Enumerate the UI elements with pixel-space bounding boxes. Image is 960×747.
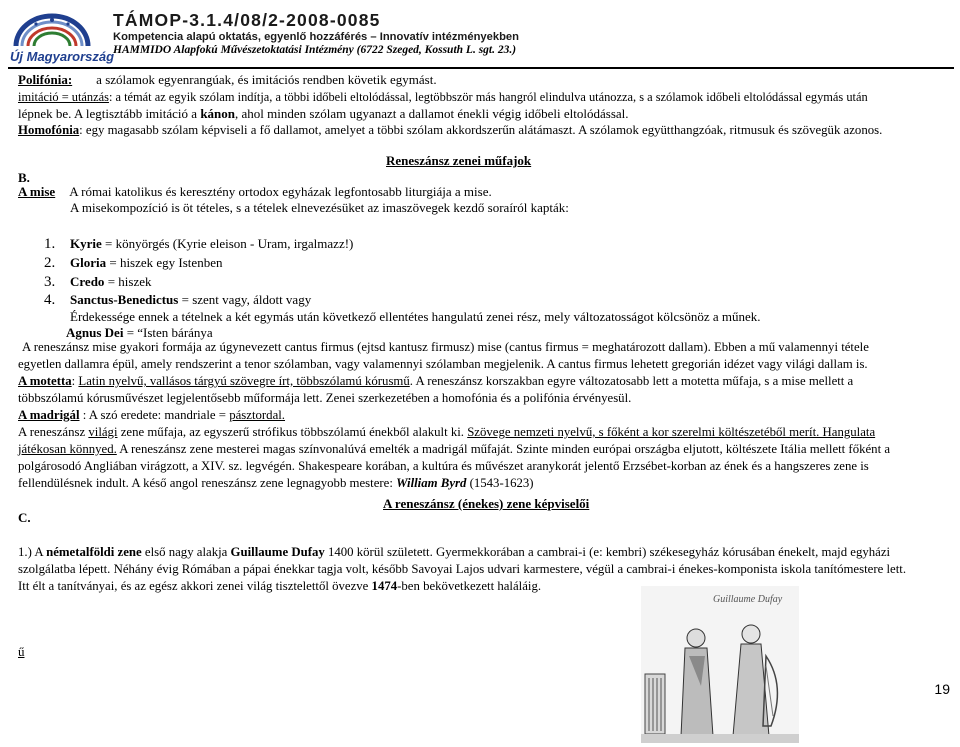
stray-character: ű (18, 644, 25, 659)
kanon-term: kánon (200, 106, 236, 121)
list-item: 4. Sanctus-Benedictus = szent vagy, áldott vagy (44, 292, 312, 308)
project-subtitle: Kompetencia alapú oktatás, egyenlő hozzáférés – Innovatív intézményekben (113, 31, 519, 43)
imitacio-cont-line (18, 106, 629, 122)
dufay-paragraph: 1.) A németalföldi zene első nagy alakja Guillaume Dufay 1400 körül született. Gyermekkorában a cambrai-i (e: kembri) székesegyház kórusában énekelt, majd egyházi szolgálatba lépett. Néhány évig Rómában a pápai énekkar tagja volt, később Savoyai Lajos udvari karmestere, végül a cambrai-i énekes-komponista iskola tanítómestere lett. Itt élt a tanítványai, és az egész akkori zenei világ tisztelettől övezve 1474-ben bekövetkezett haláláig. (18, 545, 907, 593)
agnus-name: Agnus Dei (66, 325, 124, 340)
madrigal-paragraph: A madrigál : A szó eredete: mandriale = pásztordal. A reneszánsz világi zene műfaja, az egyszerű strófikus többszólamú énekből alakult ki. Szövege nemzeti nyelvű, s főként a kor szerelmi költészetéből merít. Hangulata játékosan könnyed. A reneszánsz zene mesterei magas színvonalúvá emelték a madrigál műfaját. Szinte minden európai országba eljutott, költészete Itália mellett főként a polgárosodó Angliában virágzott, a XIV. sz. legvégén. Shakespeare korában, a kultúra és művészet aranykorát jelentő Erzsébet-korban az ének és a hangszeres zene is fellendülésnek indult. A késő angol reneszánsz zene legnagyobb mestere: William Byrd (1543-1623) (18, 408, 891, 490)
imitacio-text: : a témát az egyik szólam indítja, a többi időbeli eltolódással, legtöbbször más hangról elindulva utánozza, s a szólamok időbeli eltolódással egymás után (108, 90, 868, 104)
agnus-desc: = “Isten báránya (123, 325, 213, 340)
list-item: 2. Gloria = hiszek egy Istenben (44, 255, 223, 271)
project-title: TÁMOP-3.1.4/08/2-2008-0085 (113, 10, 381, 30)
section-b-letter: B. (18, 170, 30, 185)
section-c-heading: A reneszánsz (énekes) zene képviselői (383, 496, 590, 511)
logo-text: Új Magyarország (10, 49, 115, 64)
imitacio-line (18, 89, 868, 105)
page-number: 19 (934, 681, 950, 697)
motetta-label: A motetta (18, 374, 72, 388)
homofonia-line (18, 122, 882, 138)
polifonia-text: a szólamok egyenrangúak, és imitációs rendben követik egymást. (96, 72, 437, 87)
header-divider (8, 67, 954, 69)
cantus-firmus-paragraph: A reneszánsz mise gyakori formája az úgynevezett cantus firmus (ejtsd kantusz firmusz) mise (cantus firmus = meghatározott dallam). Ebben a mű valamennyi tétele egyetlen dallamra épül, amely rendszerint a tenor szólamban, vagy valamennyi szólamban megjelenik. A cantus firmus lehetett gregorián idézet vagy világi dallam is. (18, 340, 869, 371)
mise-line-2: A misekompozíció is öt tételes, s a tételek elnevezésüket az imaszövegek kezdő soraíról kapták: (70, 200, 569, 215)
homofonia-label: Homofónia (18, 123, 80, 137)
institution-name: HAMMIDO Alapfokú Művészetoktatási Intézmény (6722 Szeged, Kossuth L. sgt. 23.) (113, 44, 517, 56)
sanctus-note: Érdekessége ennek a tételnek a két egymás után következő ellentétes hangulatú zenei rész, mely változatosságot kölcsönöz a műnek. (70, 309, 761, 324)
illustration-caption: Guillaume Dufay (713, 594, 783, 605)
guillaume-dufay: Guillaume Dufay (230, 545, 325, 559)
mise-line-1 (18, 184, 492, 200)
motetta-paragraph: A motetta: Latin nyelvű, vallásos tárgyú szövegre írt, többszólamú kórusmű. A reneszánsz korszakban egyre változatosabb lett a motetta műfaja, s a mise mellett a többszólamú kórusművészet legjelentősebb műformája lett. Zenei szerkezetében a homofónia és a polifónia érvényesül. (18, 374, 854, 405)
polifonia-label: Polifónia: (18, 72, 73, 87)
section-c-letter: C. (18, 510, 31, 525)
imitacio-cont-1: lépnek be. A legtisztább imitáció a (18, 106, 201, 121)
imitacio-label: imitáció = utánzás (18, 90, 109, 104)
section-b-heading: Reneszánsz zenei műfajok (386, 153, 532, 168)
motetta-definition: Latin nyelvű, vallásos tárgyú szövegre írt, többszólamú kórusmű (78, 374, 410, 388)
homofonia-text: : egy magasabb szólam képviseli a fő dallamot, amelyet a többi szólam akkordszerűn alátámaszt. A szólamok együtthangzóak, ritmusuk és szövegük azonos. (79, 123, 883, 137)
list-item: 1. Kyrie = könyörgés (Kyrie eleison - Uram, irgalmazz!) (44, 236, 354, 252)
william-byrd: William Byrd (396, 476, 467, 490)
new-hungary-logo (6, 6, 115, 68)
imitacio-cont-2: , ahol minden szólam ugyanazt a dallamot énekli végig időbeli eltolódással. (235, 106, 629, 121)
polifonia-line (18, 72, 437, 88)
madrigal-label: A madrigál (18, 408, 80, 422)
mise-label: A mise (18, 184, 56, 199)
dufay-illustration (641, 586, 799, 743)
mise-text-1: A római katolikus és keresztény ortodox egyházak legfontosabb liturgiája a mise. (69, 184, 492, 199)
list-item: 3. Credo = hiszek (44, 274, 152, 290)
